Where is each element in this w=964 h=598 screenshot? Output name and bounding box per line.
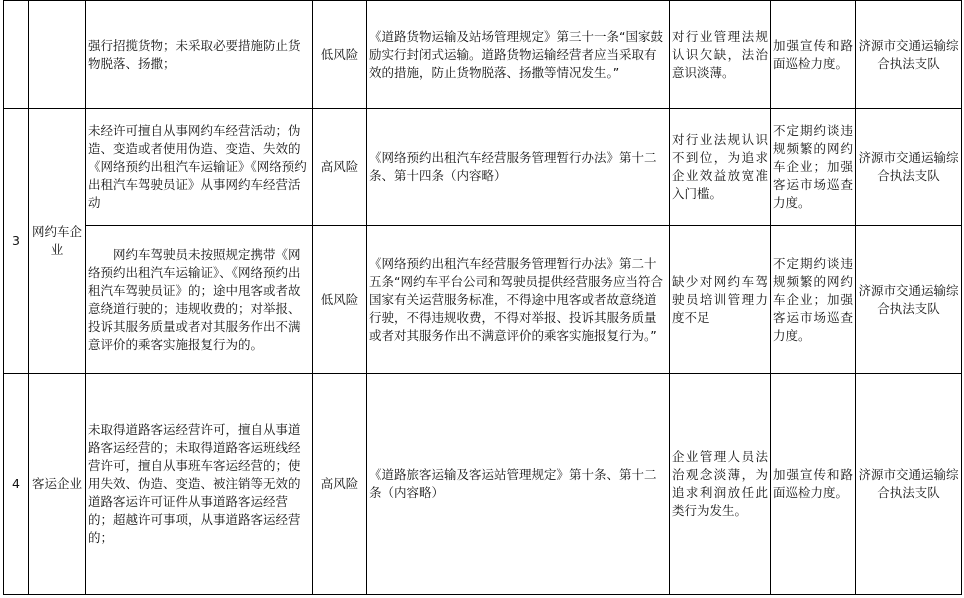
risk-level: 高风险 [313,374,367,595]
legal-basis: 《网络预约出租汽车经营服务管理暂行办法》第二十五条“网约车平台公司和驾驶员提供经营服务应当符合国家有关运营服务标准，不得途中甩客或者故意绕道行驶，不得违规收费，不得对举报、投诉其服务质量或者对其服务作出不满意评价的乘客实施报复行为。” [367,226,670,374]
responsible-department: 济源市交通运输综合执法支队 [856,374,962,595]
risk-cause: 对行业法规认识不到位，为追求企业效益放宽准入门槛。 [670,109,771,226]
legal-basis: 《网络预约出租汽车经营服务管理暂行办法》第十二条、第十四条（内容略） [367,109,670,226]
risk-cause: 企业管理人员法治观念淡薄，为追求利润放任此类行为发生。 [670,374,771,595]
violation-description: 未取得道路客运经营许可，擅自从事道路客运经营的；未取得道路客运班线经营许可，擅自从事班车客运经营的；使用失效、伪造、变造、被注销等无效的道路客运许可证件从事道路客运经营的；超越许可事项，从事道路客运经营的； [86,374,313,595]
responsible-department: 济源市交通运输综合执法支队 [856,1,962,109]
responsible-department: 济源市交通运输综合执法支队 [856,109,962,226]
table-row [4,226,962,374]
legal-basis: 《道路旅客运输及客运站管理规定》第十条、第十二条（内容略） [367,374,670,595]
prevention-measure: 加强宣传和路面巡检力度。 [771,374,856,595]
prevention-measure: 加强宣传和路面巡检力度。 [771,1,856,109]
risk-cause: 缺少对网约车驾驶员培训管理力度不足 [670,226,771,374]
risk-level: 高风险 [313,109,367,226]
table-row [4,374,962,595]
category-name: 网约车企业 [29,109,86,374]
row-number-cell [4,1,29,109]
violation-description: 网约车驾驶员未按照规定携带《网络预约出租汽车运输证》、《网络预约出租汽车驾驶员证》的；途中甩客或者故意绕道行驶的；违规收费的；对举报、投诉其服务质量或者对其服务作出不满意评价的乘客实施报复行为的。 [86,226,313,374]
violation-description: 强行招揽货物；未采取必要措施防止货物脱落、扬撒； [86,1,313,109]
legal-basis: 《道路货物运输及站场管理规定》第三十一条“国家鼓励实行封闭式运输。道路货物运输经营者应当采取有效的措施，防止货物脱落、扬撒等情况发生。” [367,1,670,109]
risk-cause: 对行业管理法规认识欠缺，法治意识淡薄。 [670,1,771,109]
responsible-department: 济源市交通运输综合执法支队 [856,226,962,374]
prevention-measure: 不定期约谈违规频繁的网约车企业；加强客运市场巡查力度。 [771,109,856,226]
row-number: 3 [4,109,29,374]
risk-level: 低风险 [313,1,367,109]
violation-description: 未经许可擅自从事网约车经营活动；伪造、变造或者使用伪造、变造、失效的《网络预约出租汽车运输证》《网络预约出租汽车驾驶员证》从事网约车经营活动 [86,109,313,226]
prevention-measure: 不定期约谈违规频繁的网约车企业；加强客运市场巡查力度。 [771,226,856,374]
table-row [4,109,962,226]
risk-level: 低风险 [313,226,367,374]
risk-table [3,0,962,595]
row-number: 4 [4,374,29,595]
category-cell [29,1,86,109]
category-name: 客运企业 [29,374,86,595]
table-row [4,1,962,109]
